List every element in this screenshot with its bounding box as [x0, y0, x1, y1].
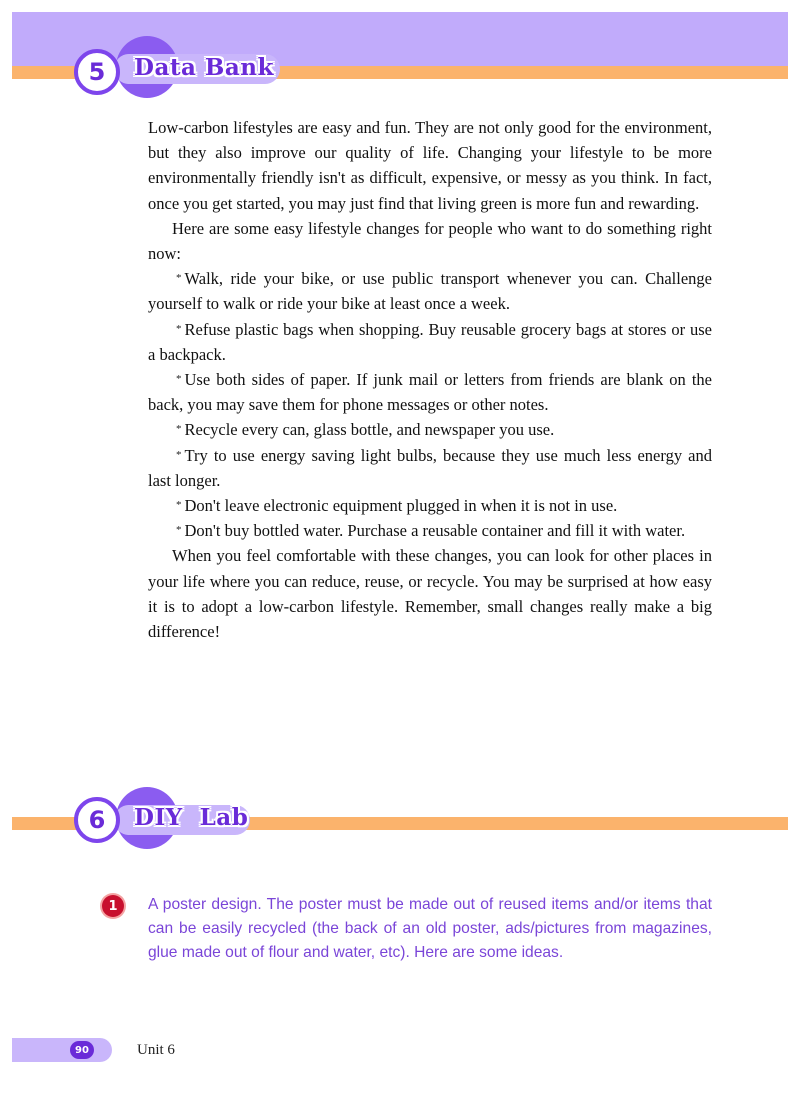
paragraph-text: Here are some easy lifestyle changes for people who want to do something right now:: [148, 218, 712, 264]
bullet-star-icon: *: [176, 423, 182, 436]
diy-item-text: A poster design. The poster must be made out of reused items and/or items that can be easily recycled (the back of an old poster, ads/pictures from magazines, glue made out of flour and water, etc). Here are some ideas.: [148, 896, 712, 961]
section-5-title: Data Bank: [134, 54, 274, 81]
section-6-title: DIY Lab: [134, 804, 249, 831]
paragraph-text: Refuse plastic bags when shopping. Buy reusable grocery bags at stores or use a backpack.: [148, 319, 712, 364]
page-number: 90: [70, 1041, 94, 1059]
paragraph-text: Try to use energy saving light bulbs, because they use much less energy and last longer.: [148, 445, 712, 490]
bullet-star-icon: *: [176, 524, 182, 537]
bullet-star-icon: *: [176, 499, 182, 512]
paragraph-text: Recycle every can, glass bottle, and newspaper you use.: [184, 420, 555, 440]
bullet-item: [148, 417, 712, 442]
data-bank-body: [148, 115, 712, 644]
section-5-number: 5: [88, 58, 106, 86]
bullet-item: [148, 493, 712, 518]
paragraph-text: Use both sides of paper. If junk mail or letters from friends are blank on the back, you may save them for phone messages or other notes.: [148, 370, 712, 415]
bullet-item: [148, 317, 712, 367]
section-6-number: 6: [88, 806, 106, 834]
section-6-number-badge: [74, 797, 120, 843]
paragraph-text: Walk, ride your bike, or use public transport whenever you can. Challenge yourself to walk or ride your bike at least once a week.: [148, 269, 712, 314]
paragraph-text: When you feel comfortable with these changes, you can look for other places in your life where you can reduce, reuse, or recycle. You may be surprised at how easy it is to adopt a low-carbon lifestyle. Remember, small changes really make a big difference!: [148, 546, 712, 642]
bullet-item: [148, 266, 712, 316]
bullet-star-icon: *: [176, 272, 182, 285]
bullet-item: [148, 443, 712, 493]
unit-label: Unit 6: [137, 1042, 175, 1058]
bullet-star-icon: *: [176, 322, 182, 335]
paragraph: [148, 216, 712, 266]
paragraph: [148, 115, 712, 216]
paragraph-text: Low-carbon lifestyles are easy and fun. They are not only good for the environment, but they also improve our quality of life. Changing your lifestyle to be more environmentally friendly isn't as difficult, expensive, or messy as you think. In fact, once you get started, you may just find that living green is more fun and rewarding.: [148, 118, 712, 213]
bullet-item: [148, 518, 712, 543]
item-number-badge: [102, 895, 124, 917]
bullet-star-icon: *: [176, 448, 182, 461]
paragraph-text: Don't buy bottled water. Purchase a reusable container and fill it with water.: [184, 521, 686, 541]
paragraph-text: Don't leave electronic equipment plugged in when it is not in use.: [184, 496, 618, 516]
item-number: 1: [108, 898, 118, 914]
section-5-number-badge: [74, 49, 120, 95]
bullet-star-icon: *: [176, 373, 182, 386]
paragraph: [148, 543, 712, 644]
bullet-item: [148, 367, 712, 417]
footer-bar: [12, 1038, 112, 1062]
